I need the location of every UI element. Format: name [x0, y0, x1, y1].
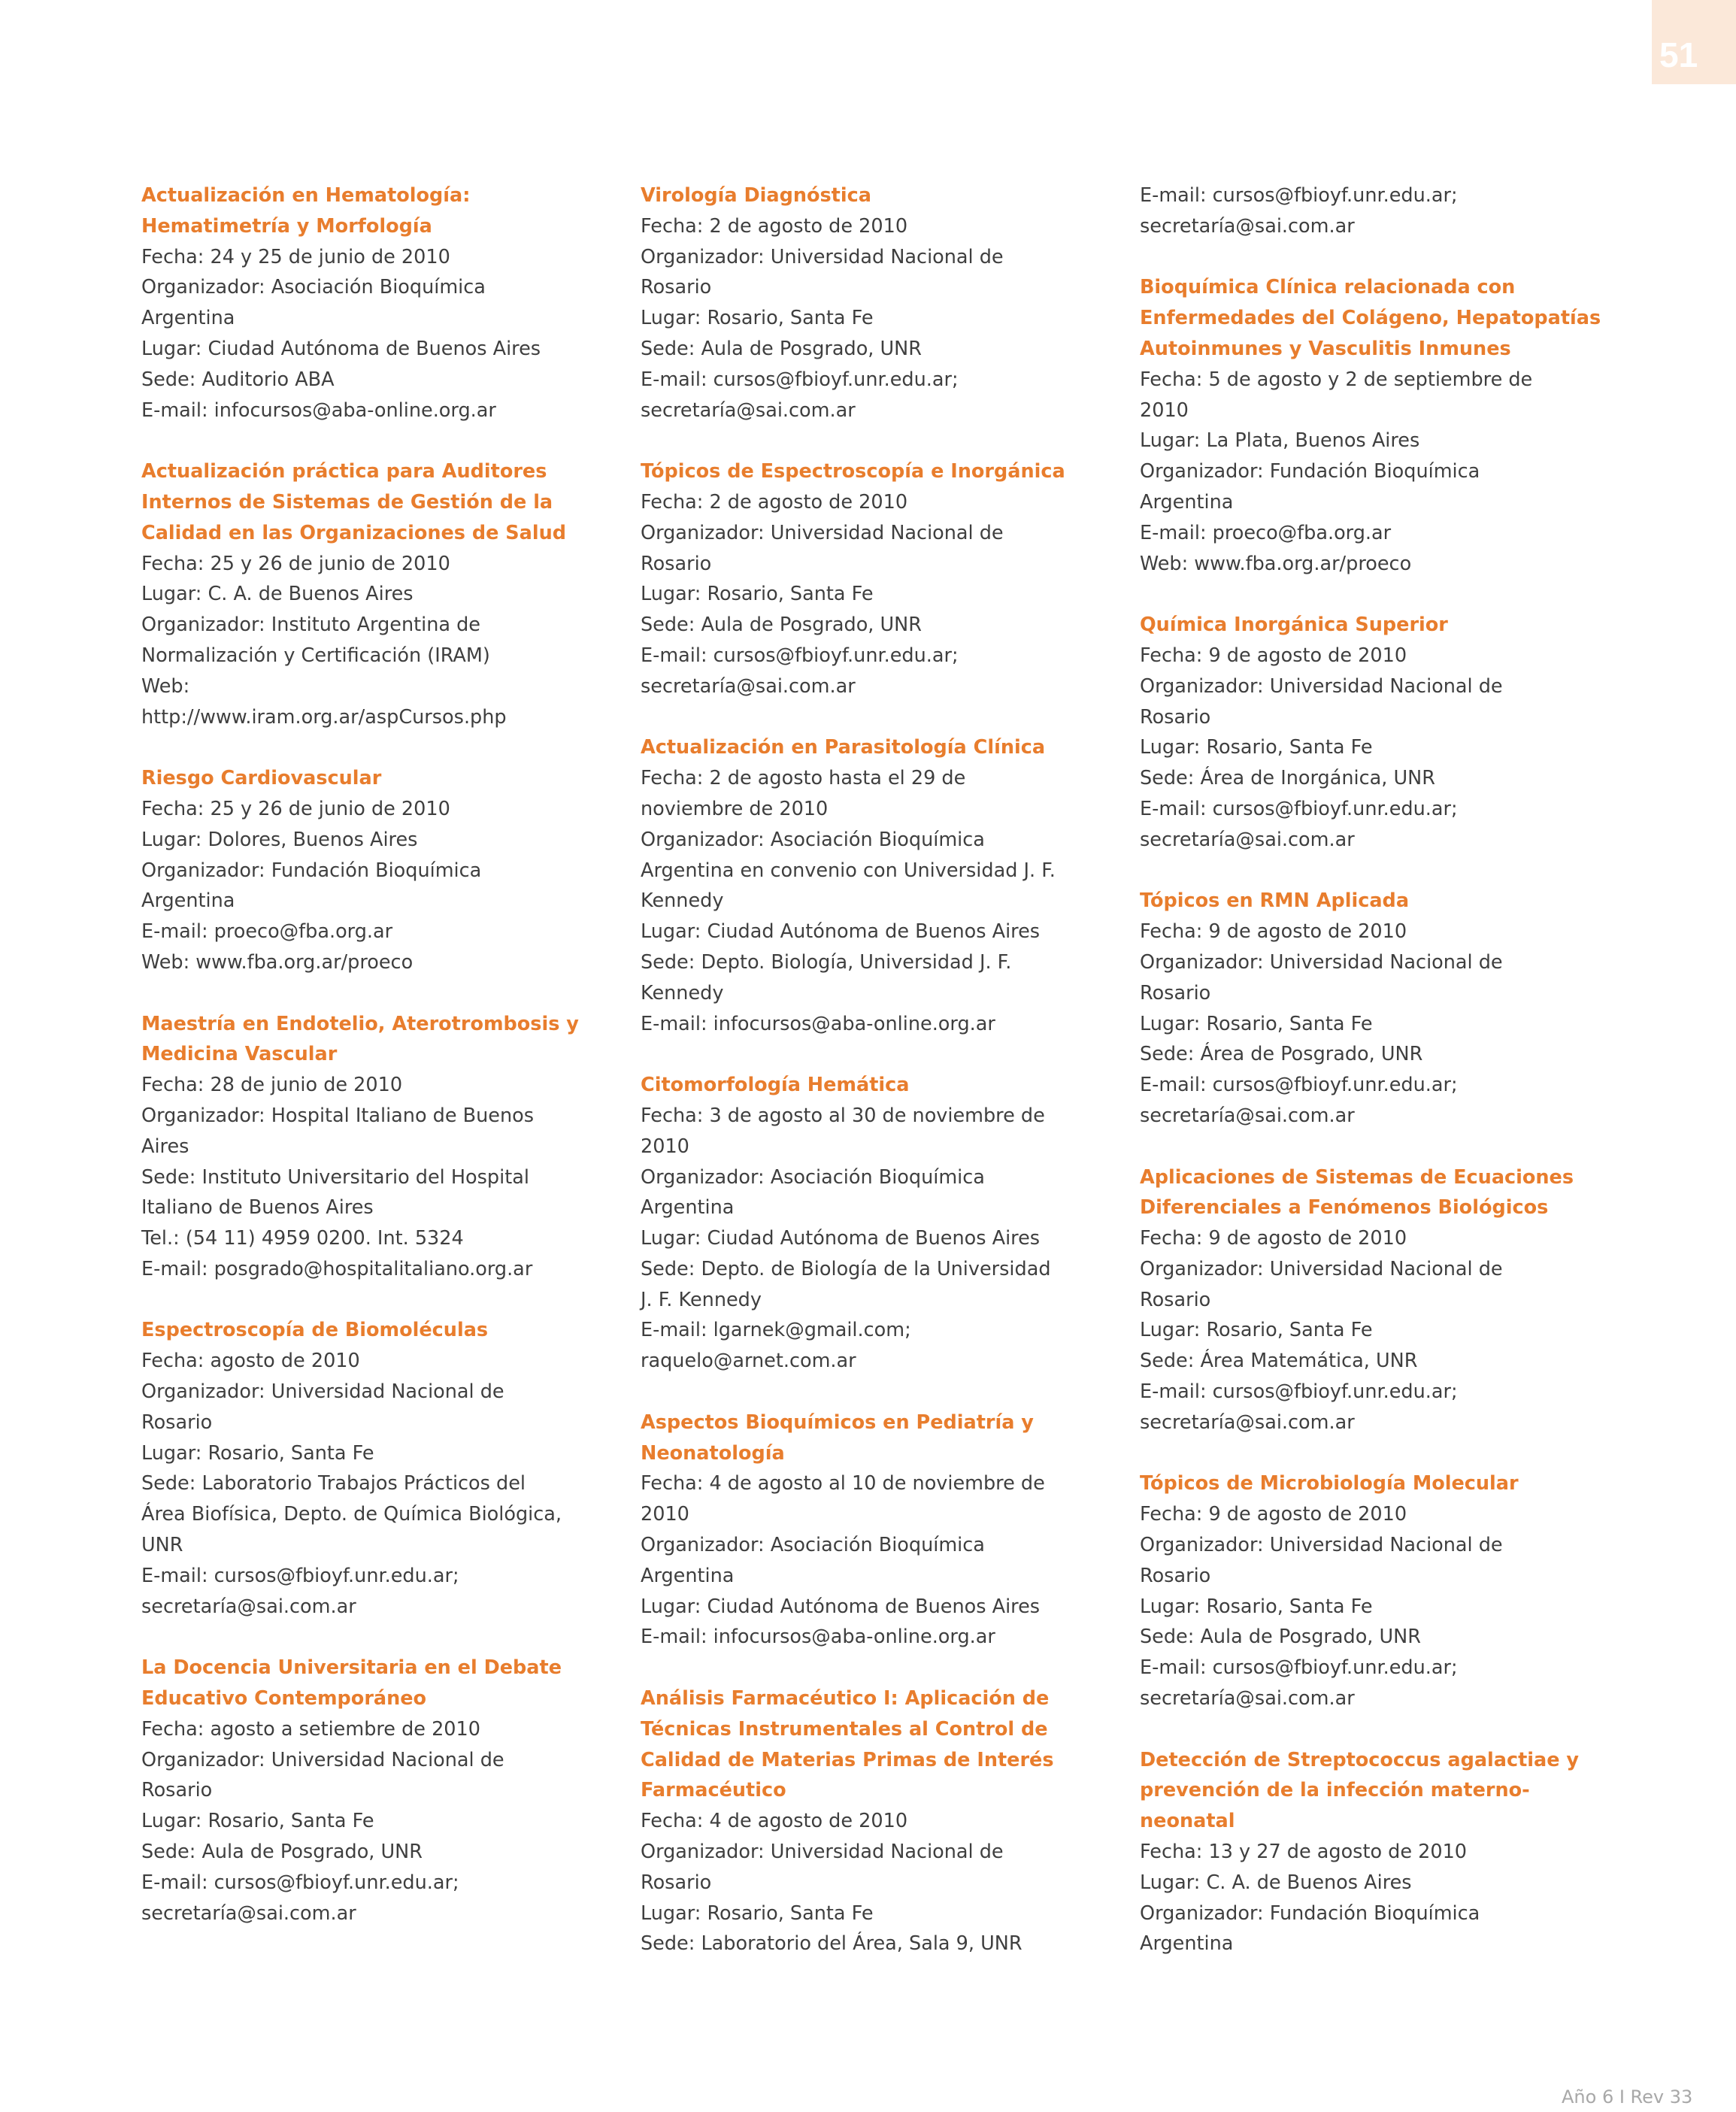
course-detail: E-mail: cursos@fbioyf.unr.edu.ar; secretaría@sai.com.ar [1140, 1074, 1458, 1127]
course-detail: Organizador: Universidad Nacional de Rosario [1140, 1257, 1503, 1311]
course-entry [1140, 1745, 1621, 1960]
course-entry [141, 180, 623, 426]
course-detail: Sede: Área Matemática, UNR [1140, 1350, 1418, 1373]
page-number-badge [1652, 0, 1736, 84]
course-detail: Lugar: Ciudad Autónoma de Buenos Aires [641, 1595, 1041, 1618]
course-detail: Lugar: C. A. de Buenos Aires [1140, 1871, 1412, 1894]
course-detail: Sede: Instituto Universitario del Hospital Italiano de Buenos Aires [141, 1165, 529, 1220]
column-1 [141, 180, 623, 1959]
course-detail: Fecha: 13 y 27 de agosto de 2010 [1140, 1841, 1468, 1864]
course-detail: Lugar: Rosario, Santa Fe [1140, 736, 1373, 759]
course-detail: Fecha: 9 de agosto de 2010 [1140, 1227, 1407, 1250]
course-entry [641, 180, 1122, 426]
course-detail: E-mail: infocursos@aba-online.org.ar [641, 1012, 995, 1035]
course-detail: E-mail: cursos@fbioyf.unr.edu.ar; secretaría@sai.com.ar [1140, 1380, 1458, 1434]
course-entry [141, 456, 623, 732]
course-detail: E-mail: cursos@fbioyf.unr.edu.ar; secretaría@sai.com.ar [641, 644, 959, 698]
course-title: Tópicos en RMN Aplicada [1140, 889, 1410, 913]
course-detail: Fecha: 5 de agosto y 2 de septiembre de 2010 [1140, 368, 1533, 422]
course-detail: Organizador: Hospital Italiano de Buenos Aires [141, 1104, 535, 1158]
course-detail: Sede: Aula de Posgrado, UNR [641, 614, 922, 637]
course-entry [141, 1315, 623, 1622]
course-title: Tópicos de Espectroscopía e Inorgánica [641, 460, 1065, 483]
course-detail: Sede: Laboratorio del Área, Sala 9, UNR [641, 1932, 1023, 1956]
course-detail: Fecha: 4 de agosto de 2010 [641, 1810, 908, 1833]
course-title: Tópicos de Microbiología Molecular [1140, 1472, 1519, 1495]
course-detail: Web: http://www.iram.org.ar/aspCursos.php [141, 674, 507, 729]
course-detail: Fecha: 25 y 26 de junio de 2010 [141, 552, 450, 575]
course-detail: Organizador: Universidad Nacional de Rosario [1140, 950, 1503, 1004]
course-detail: Sede: Aula de Posgrado, UNR [141, 1841, 423, 1864]
course-detail: Organizador: Fundación Bioquímica Argentina [141, 859, 482, 913]
course-detail: Lugar: Rosario, Santa Fe [1140, 1595, 1373, 1618]
course-detail: Lugar: Rosario, Santa Fe [141, 1810, 374, 1833]
course-title: Aspectos Bioquímicos en Pediatría y Neonatología [641, 1411, 1034, 1465]
course-entry [1140, 610, 1621, 855]
course-detail: E-mail: cursos@fbioyf.unr.edu.ar; secretaría@sai.com.ar [641, 368, 959, 422]
course-detail: Fecha: 9 de agosto de 2010 [1140, 1503, 1407, 1526]
course-title: Bioquímica Clínica relacionada con Enfermedades del Colágeno, Hepatopatías Autoinmunes y Vasculitis Inmunes [1140, 276, 1601, 360]
course-entry [1140, 180, 1621, 242]
course-title: Maestría en Endotelio, Aterotrombosis y Medicina Vascular [141, 1012, 579, 1066]
course-detail: Lugar: La Plata, Buenos Aires [1140, 429, 1420, 453]
course-detail: Fecha: 2 de agosto hasta el 29 de noviembre de 2010 [641, 767, 966, 820]
course-detail: E-mail: posgrado@hospitalitaliano.org.ar [141, 1257, 533, 1280]
column-3 [1140, 180, 1621, 1990]
course-detail: Fecha: 3 de agosto al 30 de noviembre de 2010 [641, 1104, 1045, 1158]
course-detail: E-mail: cursos@fbioyf.unr.edu.ar; secretaría@sai.com.ar [141, 1564, 459, 1618]
course-title: Análisis Farmacéutico I: Aplicación de Técnicas Instrumentales al Control de Calidad de Materias Primas de Interés Farmacéutico [641, 1687, 1054, 1802]
course-detail: Fecha: 28 de junio de 2010 [141, 1074, 403, 1097]
course-entry [641, 1683, 1122, 1959]
page-number: 51 [1659, 35, 1698, 74]
course-detail: Lugar: Ciudad Autónoma de Buenos Aires [641, 1227, 1041, 1250]
course-title: Química Inorgánica Superior [1140, 614, 1448, 637]
course-detail: E-mail: lgarnek@gmail.com; raquelo@arnet.com.ar [641, 1319, 911, 1373]
course-detail: Organizador: Universidad Nacional de Rosario [1140, 674, 1503, 729]
course-detail: Organizador: Fundación Bioquímica Argentina [1140, 1901, 1480, 1956]
course-detail: Fecha: 2 de agosto de 2010 [641, 214, 908, 238]
course-detail: Sede: Auditorio ABA [141, 368, 335, 391]
course-detail: Organizador: Asociación Bioquímica Argentina [641, 1165, 985, 1220]
course-entry [641, 1407, 1122, 1653]
course-detail: Sede: Área de Inorgánica, UNR [1140, 767, 1435, 790]
course-detail: Sede: Área de Posgrado, UNR [1140, 1043, 1423, 1066]
course-detail: Organizador: Universidad Nacional de Rosario [1140, 1534, 1503, 1587]
course-detail: Lugar: Rosario, Santa Fe [641, 307, 874, 330]
course-title: Aplicaciones de Sistemas de Ecuaciones Diferenciales a Fenómenos Biológicos [1140, 1165, 1574, 1220]
course-detail: Sede: Depto. Biología, Universidad J. F. Kennedy [641, 950, 1012, 1004]
course-detail: Organizador: Fundación Bioquímica Argentina [1140, 460, 1480, 514]
course-detail: E-mail: cursos@fbioyf.unr.edu.ar; secretaría@sai.com.ar [141, 1871, 459, 1925]
course-detail: Organizador: Asociación Bioquímica Argentina [141, 276, 486, 330]
course-detail: Organizador: Asociación Bioquímica Argentina en convenio con Universidad J. F. Kennedy [641, 828, 1056, 913]
course-detail: Organizador: Universidad Nacional de Rosario [641, 245, 1004, 299]
course-detail: Lugar: Ciudad Autónoma de Buenos Aires [141, 337, 541, 360]
course-title: Espectroscopía de Biomoléculas [141, 1319, 489, 1342]
issue-footer: Año 6 I Rev 33 [1562, 2086, 1693, 2107]
course-detail: E-mail: proeco@fba.org.ar [141, 920, 393, 944]
course-title: Virología Diagnóstica [641, 184, 871, 207]
course-entry [1140, 1162, 1621, 1438]
course-entry [641, 1070, 1122, 1377]
course-detail: Organizador: Universidad Nacional de Rosario [141, 1380, 504, 1434]
course-detail: Sede: Laboratorio Trabajos Prácticos del Área Biofísica, Depto. de Química Biológica, UNR [141, 1472, 562, 1557]
course-detail: Fecha: 9 de agosto de 2010 [1140, 644, 1407, 667]
course-detail: Sede: Aula de Posgrado, UNR [641, 337, 922, 360]
course-detail: Fecha: 24 y 25 de junio de 2010 [141, 245, 450, 268]
course-detail: Lugar: Rosario, Santa Fe [1140, 1319, 1373, 1342]
course-detail: Fecha: agosto a setiembre de 2010 [141, 1717, 480, 1741]
course-entry [141, 1653, 623, 1929]
course-title: Actualización práctica para Auditores Internos de Sistemas de Gestión de la Calidad en las Organizaciones de Salud [141, 460, 567, 544]
course-title: Actualización en Parasitología Clínica [641, 736, 1046, 759]
course-title: Detección de Streptococcus agalactiae y prevención de la infección materno- neonatal [1140, 1748, 1580, 1833]
course-entry [1140, 886, 1621, 1131]
course-detail: Lugar: Rosario, Santa Fe [1140, 1012, 1373, 1035]
course-detail: E-mail: cursos@fbioyf.unr.edu.ar; secretaría@sai.com.ar [1140, 797, 1458, 851]
course-detail: Sede: Aula de Posgrado, UNR [1140, 1626, 1421, 1649]
course-detail: Organizador: Universidad Nacional de Rosario [641, 521, 1004, 575]
course-detail: Fecha: agosto de 2010 [141, 1350, 360, 1373]
course-detail: E-mail: cursos@fbioyf.unr.edu.ar; secretaría@sai.com.ar [1140, 1656, 1458, 1711]
course-detail: E-mail: cursos@fbioyf.unr.edu.ar; secretaría@sai.com.ar [1140, 184, 1458, 238]
course-entry [641, 456, 1122, 701]
course-entry [1140, 272, 1621, 579]
course-detail: Lugar: Rosario, Santa Fe [641, 583, 874, 606]
course-detail: Lugar: Ciudad Autónoma de Buenos Aires [641, 920, 1041, 944]
course-title: Citomorfología Hemática [641, 1074, 910, 1097]
column-2 [641, 180, 1122, 1990]
course-detail: Lugar: Rosario, Santa Fe [141, 1441, 374, 1465]
course-detail: Fecha: 4 de agosto al 10 de noviembre de 2010 [641, 1472, 1045, 1526]
course-detail: Organizador: Asociación Bioquímica Argentina [641, 1534, 985, 1587]
course-detail: Sede: Depto. de Biología de la Universidad J. F. Kennedy [641, 1257, 1051, 1311]
course-detail: Lugar: Dolores, Buenos Aires [141, 828, 418, 851]
course-detail: E-mail: infocursos@aba-online.org.ar [641, 1626, 995, 1649]
course-detail: Lugar: C. A. de Buenos Aires [141, 583, 414, 606]
course-title: Riesgo Cardiovascular [141, 767, 382, 790]
course-detail: Lugar: Rosario, Santa Fe [641, 1901, 874, 1925]
course-detail: E-mail: proeco@fba.org.ar [1140, 521, 1392, 544]
course-title: Actualización en Hematología: Hematimetría y Morfología [141, 184, 471, 238]
course-detail: Fecha: 2 de agosto de 2010 [641, 490, 908, 514]
course-detail: Organizador: Universidad Nacional de Rosario [641, 1841, 1004, 1894]
course-detail: Organizador: Universidad Nacional de Rosario [141, 1748, 504, 1802]
course-detail: E-mail: infocursos@aba-online.org.ar [141, 398, 496, 422]
course-title: La Docencia Universitaria en el Debate Educativo Contemporáneo [141, 1656, 562, 1711]
course-detail: Web: www.fba.org.ar/proeco [1140, 552, 1412, 575]
course-entry [1140, 1468, 1621, 1714]
course-entry [141, 763, 623, 978]
course-detail: Organizador: Instituto Argentina de Normalización y Certificación (IRAM) [141, 614, 490, 667]
course-detail: Web: www.fba.org.ar/proeco [141, 950, 414, 974]
course-entry [141, 1009, 623, 1285]
course-detail: Fecha: 25 y 26 de junio de 2010 [141, 797, 450, 820]
course-detail: Tel.: (54 11) 4959 0200. Int. 5324 [141, 1227, 464, 1250]
course-detail: Fecha: 9 de agosto de 2010 [1140, 920, 1407, 944]
course-entry [641, 732, 1122, 1039]
